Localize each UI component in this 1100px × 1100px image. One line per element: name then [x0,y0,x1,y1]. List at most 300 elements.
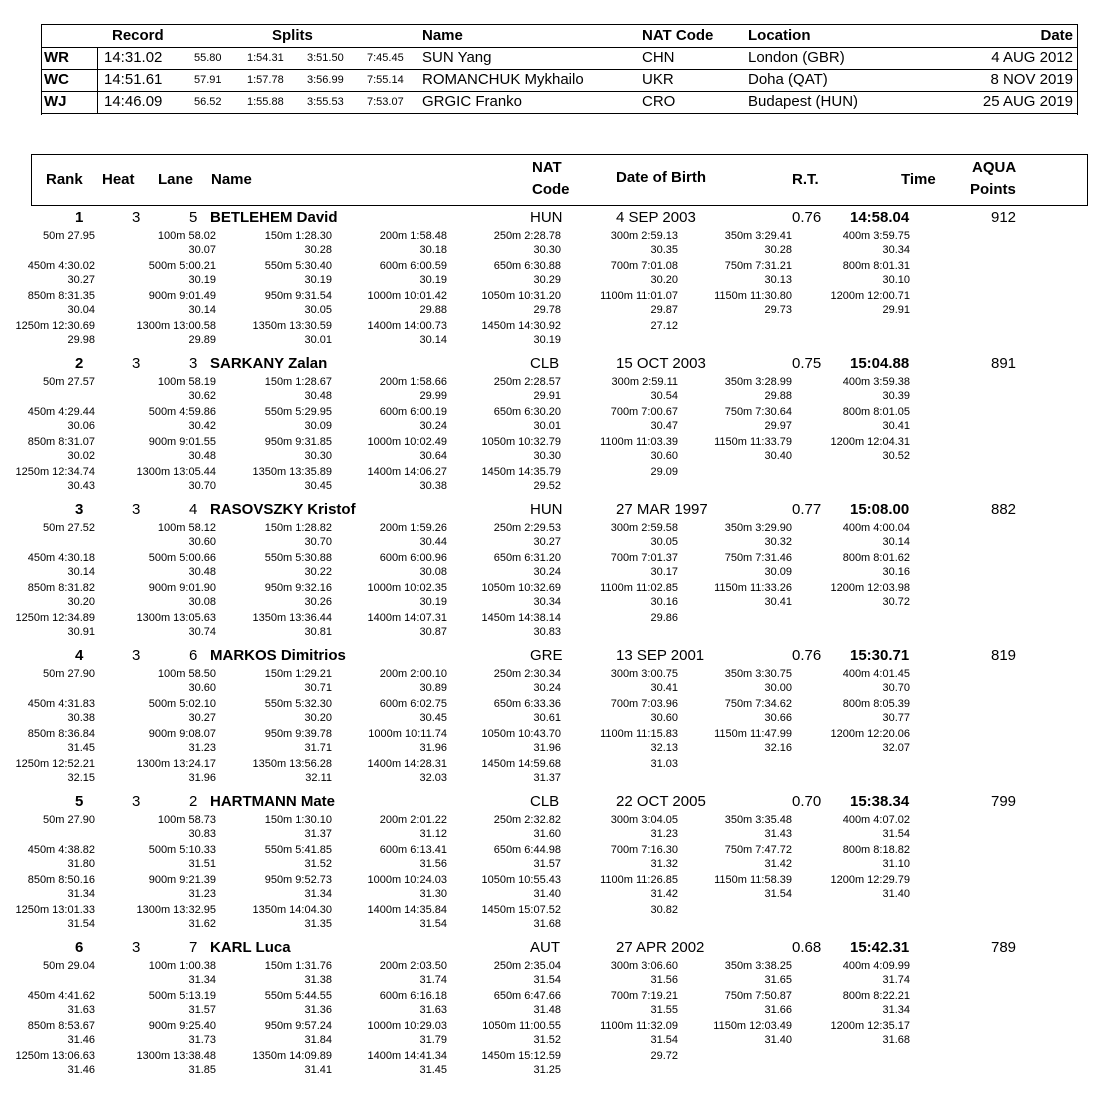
split-time: 12:35.17 [867,1020,910,1032]
split [568,465,678,479]
split [222,757,332,785]
split-time: 10:29.03 [404,1020,447,1032]
split [451,551,561,579]
split-distance: 1400m [367,758,402,770]
split-lap-time: 31.57 [533,858,561,870]
split [800,259,910,287]
split-time: 8:01.05 [873,406,910,418]
split-time: 5:41.85 [295,844,332,856]
split [337,319,447,347]
split-time: 2:29.53 [524,522,561,534]
split [451,375,561,403]
split-lap-time: 29.99 [419,390,447,402]
split-time: 6:00.59 [410,260,447,272]
record-date: 8 NOV 2019 [990,71,1073,88]
split-time: 27.90 [67,668,95,680]
split-lap-time: 30.20 [650,274,678,286]
split-distance: 300m [610,230,639,242]
split-time: 27.52 [67,522,95,534]
rank: 4 [75,647,84,664]
split-time: 4:41.62 [58,990,95,1002]
split-lap-time: 30.07 [188,244,216,256]
split [337,435,447,463]
split-lap-time: 30.30 [533,450,561,462]
lane: 6 [189,647,198,664]
split-time: 6:00.19 [410,406,447,418]
split-lap-time: 30.38 [419,480,447,492]
split-lap-time: 31.45 [67,742,95,754]
split-distance: 850m [27,436,56,448]
split [0,1019,95,1047]
split [800,989,910,1017]
split-time: 7:01.37 [641,552,678,564]
split-lap-time: 30.38 [67,712,95,724]
split-distance: 150m [264,814,293,826]
split-distance: 650m [493,260,522,272]
split-time: 10:32.79 [518,436,561,448]
split-lap-time: 31.54 [419,918,447,930]
split [568,551,678,579]
split-lap-time: 31.55 [650,1004,678,1016]
split-time: 9:01.55 [179,436,216,448]
split-distance: 1200m [830,582,865,594]
split-distance: 950m [264,874,293,886]
split [337,989,447,1017]
split [106,319,216,347]
split [800,229,910,257]
split [222,289,332,317]
split-distance: 1350m [252,320,287,332]
split-distance: 1300m [136,758,171,770]
split-distance: 350m [724,960,753,972]
split-time: 12:00.71 [867,290,910,302]
split-time: 7:03.96 [641,698,678,710]
split-lap-time: 31.85 [188,1064,216,1076]
record-split: 3:51.50 [307,52,344,64]
split-time: 6:47.66 [524,990,561,1002]
split [0,989,95,1017]
split-lap-time: 30.70 [304,536,332,548]
split [568,259,678,287]
split-time: 2:30.34 [524,668,561,680]
split-lap-time: 30.30 [533,244,561,256]
split-distance: 1200m [830,1020,865,1032]
split-distance: 800m [842,844,871,856]
split-time: 4:01.45 [873,668,910,680]
record-holder-name: ROMANCHUK Mykhailo [422,71,584,88]
heat: 3 [132,209,141,226]
split-lap-time: 31.71 [304,742,332,754]
split-lap-time: 30.71 [304,682,332,694]
split [222,873,332,901]
split-time: 12:29.79 [867,874,910,886]
split-lap-time: 30.20 [304,712,332,724]
aqua-points: 882 [991,501,1017,518]
split-distance: 1300m [136,1050,171,1062]
split-time: 11:47.99 [749,728,792,740]
split-distance: 300m [611,376,640,388]
split-lap-time: 30.82 [650,904,678,916]
split [0,319,95,347]
split [800,289,910,317]
split-distance: 600m [379,990,408,1002]
split-time: 7:47.72 [755,844,792,856]
final-time: 15:42.31 [850,939,910,956]
date-of-birth: 4 SEP 2003 [616,209,696,226]
split [451,521,561,549]
split-distance: 100m [157,668,186,680]
split-lap-time: 29.88 [764,390,792,402]
split-distance: 250m [493,960,522,972]
split-distance: 600m [379,406,408,418]
split-time: 3:04.05 [641,814,678,826]
split-time: 5:32.30 [295,698,332,710]
rank: 1 [75,209,84,226]
split-distance: 350m [724,376,753,388]
split-distance: 1450m [481,758,516,770]
split-lap-time: 30.14 [882,536,910,548]
athlete-name: RASOVSZKY Kristof [210,501,356,518]
split-time: 4:30.18 [58,552,95,564]
split-lap-time: 30.64 [419,450,447,462]
split-lap-time: 30.27 [533,536,561,548]
split-lap-time: 31.23 [188,742,216,754]
split-time: 2:35.04 [524,960,561,972]
date-of-birth: 15 OCT 2003 [616,355,706,372]
records-header-record: Record [112,27,164,44]
split-time: 10:32.69 [518,582,561,594]
split [451,813,561,841]
split-time: 4:59.86 [179,406,216,418]
record-row [42,69,1077,92]
split-lap-time: 29.86 [650,612,678,624]
heat: 3 [132,647,141,664]
header-rt: R.T. [792,171,819,188]
split-distance: 900m [148,728,177,740]
split-lap-time: 31.25 [533,1064,561,1076]
split [800,697,910,725]
split [0,757,95,785]
split-lap-time: 30.60 [650,450,678,462]
aqua-points: 799 [991,793,1017,810]
split [222,959,332,987]
split-lap-time: 30.10 [882,274,910,286]
split [337,375,447,403]
split-time: 13:38.48 [173,1050,216,1062]
split-lap-time: 31.23 [188,888,216,900]
split [106,375,216,403]
split-time: 7:50.87 [755,990,792,1002]
split [682,521,792,549]
split-distance: 300m [610,960,639,972]
split-time: 3:30.75 [755,668,792,680]
split-lap-time: 30.42 [188,420,216,432]
split [337,405,447,433]
split-distance: 1200m [830,290,865,302]
split-time: 15:07.52 [518,904,561,916]
aqua-points: 891 [991,355,1017,372]
record-holder-name: SUN Yang [422,49,492,66]
split [568,319,678,333]
split-distance: 200m [379,814,408,826]
split-lap-time: 32.15 [67,772,95,784]
split-lap-time: 31.56 [650,974,678,986]
split [222,405,332,433]
split-distance: 1000m [367,874,402,886]
split-time: 7:19.21 [641,990,678,1002]
split-distance: 50m [43,814,65,826]
split-time: 3:29.41 [755,230,792,242]
split-time: 6:33.36 [524,698,561,710]
split-distance: 650m [493,406,522,418]
record-location: London (GBR) [748,49,845,66]
split [0,813,95,827]
split-lap-time: 30.45 [419,712,447,724]
split-time: 8:31.35 [58,290,95,302]
split-distance: 850m [27,874,56,886]
reaction-time: 0.76 [792,647,822,664]
split-distance: 1050m [482,1020,516,1032]
split [0,259,95,287]
split [222,667,332,695]
split-lap-time: 29.89 [188,334,216,346]
record-code: WR [44,49,69,66]
record-code: WC [44,71,69,88]
split-lap-time: 30.16 [882,566,910,578]
split-lap-time: 30.87 [419,626,447,638]
split [682,813,792,841]
split [337,697,447,725]
split-lap-time: 30.52 [882,450,910,462]
final-time: 15:04.88 [850,355,910,372]
split [568,229,678,257]
split [0,521,95,535]
split-distance: 150m [264,376,293,388]
split-distance: 500m [148,552,177,564]
split-lap-time: 31.65 [764,974,792,986]
split-lap-time: 30.19 [188,274,216,286]
split-distance: 250m [493,668,522,680]
split-distance: 1150m [714,728,747,740]
split-lap-time: 30.47 [650,420,678,432]
split-lap-time: 30.43 [67,480,95,492]
split-distance: 150m [264,668,293,680]
split [106,757,216,785]
split [682,959,792,987]
split-time: 10:02.35 [404,582,447,594]
split [451,319,561,347]
split-time: 7:34.62 [755,698,792,710]
split-distance: 1300m [136,320,171,332]
split [222,465,332,493]
split-time: 8:50.16 [58,874,95,886]
split-distance: 600m [379,552,408,564]
split [451,1049,561,1077]
result-main-row [0,499,1100,521]
split-lap-time: 30.83 [188,828,216,840]
split-distance: 1050m [481,290,516,302]
split [568,521,678,549]
split [568,1049,678,1063]
split-distance: 400m [842,522,871,534]
split [0,581,95,609]
split-distance: 750m [724,844,753,856]
split [106,697,216,725]
split [106,229,216,257]
split-distance: 850m [27,728,56,740]
split-lap-time: 30.28 [764,244,792,256]
record-split: 1:55.88 [247,96,284,108]
split-time: 7:30.64 [755,406,792,418]
split-lap-time: 31.57 [188,1004,216,1016]
split-time: 3:59.75 [873,230,910,242]
split [451,873,561,901]
split-time: 14:07.31 [404,612,447,624]
split [222,581,332,609]
split-distance: 1000m [367,290,402,302]
split-lap-time: 30.04 [67,304,95,316]
split [682,581,792,609]
split [222,551,332,579]
split-time: 3:00.75 [641,668,678,680]
split-time: 2:28.78 [524,230,561,242]
split-lap-time: 30.00 [764,682,792,694]
split-time: 1:29.21 [295,668,332,680]
record-code: WJ [44,93,67,110]
split-distance: 150m [264,230,293,242]
split-distance: 700m [610,698,639,710]
records-header-splits: Splits [272,27,313,44]
split-lap-time: 31.63 [67,1004,95,1016]
split-distance: 1250m [15,320,50,332]
heat: 3 [132,793,141,810]
split-time: 2:59.58 [641,522,678,534]
split [800,435,910,463]
split-distance: 450m [27,552,56,564]
split-distance: 700m [610,990,639,1002]
record-nat: UKR [642,71,674,88]
split-time: 12:34.74 [52,466,95,478]
split-lap-time: 31.74 [419,974,447,986]
record-row [42,91,1077,114]
split-distance: 1450m [481,320,516,332]
split-time: 12:04.31 [867,436,910,448]
split [106,843,216,871]
split-distance: 350m [724,668,753,680]
split [222,259,332,287]
split-lap-time: 31.41 [304,1064,332,1076]
header-name: Name [211,171,252,188]
split [451,843,561,871]
split-lap-time: 30.06 [67,420,95,432]
split [106,959,216,987]
split-lap-time: 29.72 [650,1050,678,1062]
split-lap-time: 31.34 [67,888,95,900]
split-lap-time: 30.61 [533,712,561,724]
split-distance: 850m [27,582,56,594]
split-distance: 1350m [252,758,287,770]
split-distance: 1350m [252,904,287,916]
split-distance: 950m [264,582,293,594]
split-distance: 1000m [368,728,402,740]
split-lap-time: 30.17 [650,566,678,578]
split-distance: 1150m [714,436,747,448]
split-lap-time: 30.40 [764,450,792,462]
record-split: 55.80 [194,52,222,64]
split-distance: 1050m [481,874,516,886]
athlete-name: MARKOS Dimitrios [210,647,346,664]
heat: 3 [132,355,141,372]
split-lap-time: 31.51 [188,858,216,870]
split-distance: 50m [43,522,65,534]
split [800,551,910,579]
split-time: 10:24.03 [404,874,447,886]
split [106,405,216,433]
split-lap-time: 30.05 [304,304,332,316]
split [800,667,910,695]
split-lap-time: 31.37 [533,772,561,784]
split-time: 2:03.50 [410,960,447,972]
split-time: 5:13.19 [179,990,216,1002]
split-lap-time: 31.66 [764,1004,792,1016]
split [222,1019,332,1047]
split-distance: 1450m [481,612,516,624]
split-lap-time: 29.73 [764,304,792,316]
split-lap-time: 31.37 [304,828,332,840]
split-distance: 1400m [367,612,402,624]
split-lap-time: 27.12 [650,320,678,332]
split-distance: 550m [264,844,293,856]
split-time: 13:35.89 [289,466,332,478]
split-distance: 1100m [600,290,633,302]
split [337,843,447,871]
split [337,521,447,549]
split [337,903,447,931]
split-distance: 800m [842,260,871,272]
heat: 3 [132,939,141,956]
split-lap-time: 31.96 [533,742,561,754]
record-split: 1:54.31 [247,52,284,64]
split [800,1019,910,1047]
split-time: 2:01.22 [410,814,447,826]
split-lap-time: 31.54 [650,1034,678,1046]
split-distance: 300m [610,522,639,534]
nat-code: GRE [530,647,563,664]
split-distance: 100m [157,814,186,826]
split [222,1049,332,1077]
split [337,1019,447,1047]
split [451,611,561,639]
split-lap-time: 31.30 [419,888,447,900]
split-lap-time: 30.60 [188,682,216,694]
split-lap-time: 30.39 [882,390,910,402]
split-time: 9:21.39 [179,874,216,886]
heat: 3 [132,501,141,518]
split-distance: 400m [842,230,871,242]
split [800,813,910,841]
split-lap-time: 31.45 [419,1064,447,1076]
split [682,375,792,403]
split-distance: 700m [610,552,639,564]
split [0,289,95,317]
split [222,435,332,463]
split-distance: 900m [148,1020,177,1032]
split-distance: 1150m [714,290,747,302]
split-distance: 850m [27,1020,56,1032]
split-time: 8:36.84 [58,728,95,740]
split-distance: 500m [148,990,177,1002]
split [451,289,561,317]
